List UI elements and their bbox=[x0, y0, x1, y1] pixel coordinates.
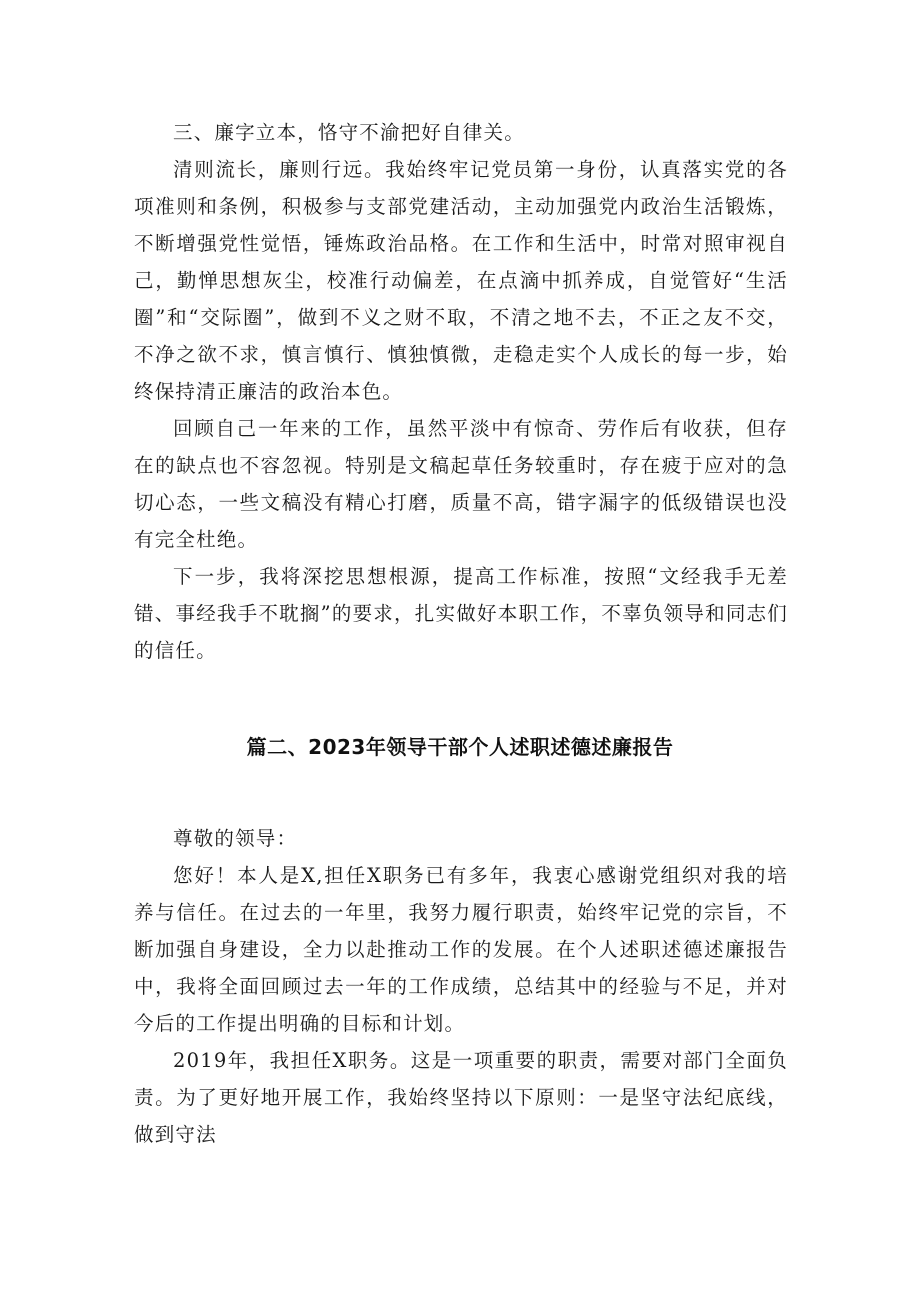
paragraph-review: 回顾自己一年来的工作，虽然平淡中有惊奇、劳作后有收获，但存在的缺点也不容忽视。特别是文稿起草任务较重时，存在疲于应对的急切心态，一些文稿没有精心打磨，质量不高，错字漏字的低级错误也没有完全杜绝。 bbox=[134, 417, 788, 551]
salutation: 尊敬的领导： bbox=[173, 827, 298, 850]
section-1-subheading: 三、廉字立本，恪守不渝把好自律关。 bbox=[173, 121, 525, 144]
section-2-body bbox=[134, 820, 788, 1153]
section-1-body bbox=[134, 114, 788, 669]
paragraph-next-step: 下一步，我将深挖思想根源，提高工作标准，按照“文经我手无差错、事经我手不耽搁”的要求，扎实做好本职工作，不辜负领导和同志们的信任。 bbox=[134, 565, 788, 662]
paragraph-2019: 2019年，我担任X职务。这是一项重要的职责，需要对部门全面负责。为了更好地开展工作，我始终坚持以下原则：一是坚守法纪底线，做到守法 bbox=[134, 1049, 788, 1146]
section-2-title: 篇二、2023年领导干部个人述职述德述廉报告 bbox=[246, 735, 674, 759]
paragraph-integrity: 清则流长，廉则行远。我始终牢记党员第一身份，认真落实党的各项准则和条例，积极参与支部党建活动，主动加强党内政治生活锻炼，不断增强党性觉悟，锤炼政治品格。在工作和生活中，时常对照审视自己，勤惮思想灰尘，校准行动偏差，在点滴中抓养成，自觉管好“生活圈”和“交际圈”，做到不义之财不取，不清之地不去，不正之友不交，不净之欲不求，慎言慎行、慎独慎微，走稳走实个人成长的每一步，始终保持清正廉洁的政治本色。 bbox=[134, 158, 788, 403]
paragraph-greeting: 您好！本人是X,担任X职务已有多年，我衷心感谢党组织对我的培养与信任。在过去的一年里，我努力履行职责，始终牢记党的宗旨，不断加强自身建设，全力以赴推动工作的发展。在个人述职述德述廉报告中，我将全面回顾过去一年的工作成绩，总结其中的经验与不足，并对今后的工作提出明确的目标和计划。 bbox=[134, 864, 788, 1035]
